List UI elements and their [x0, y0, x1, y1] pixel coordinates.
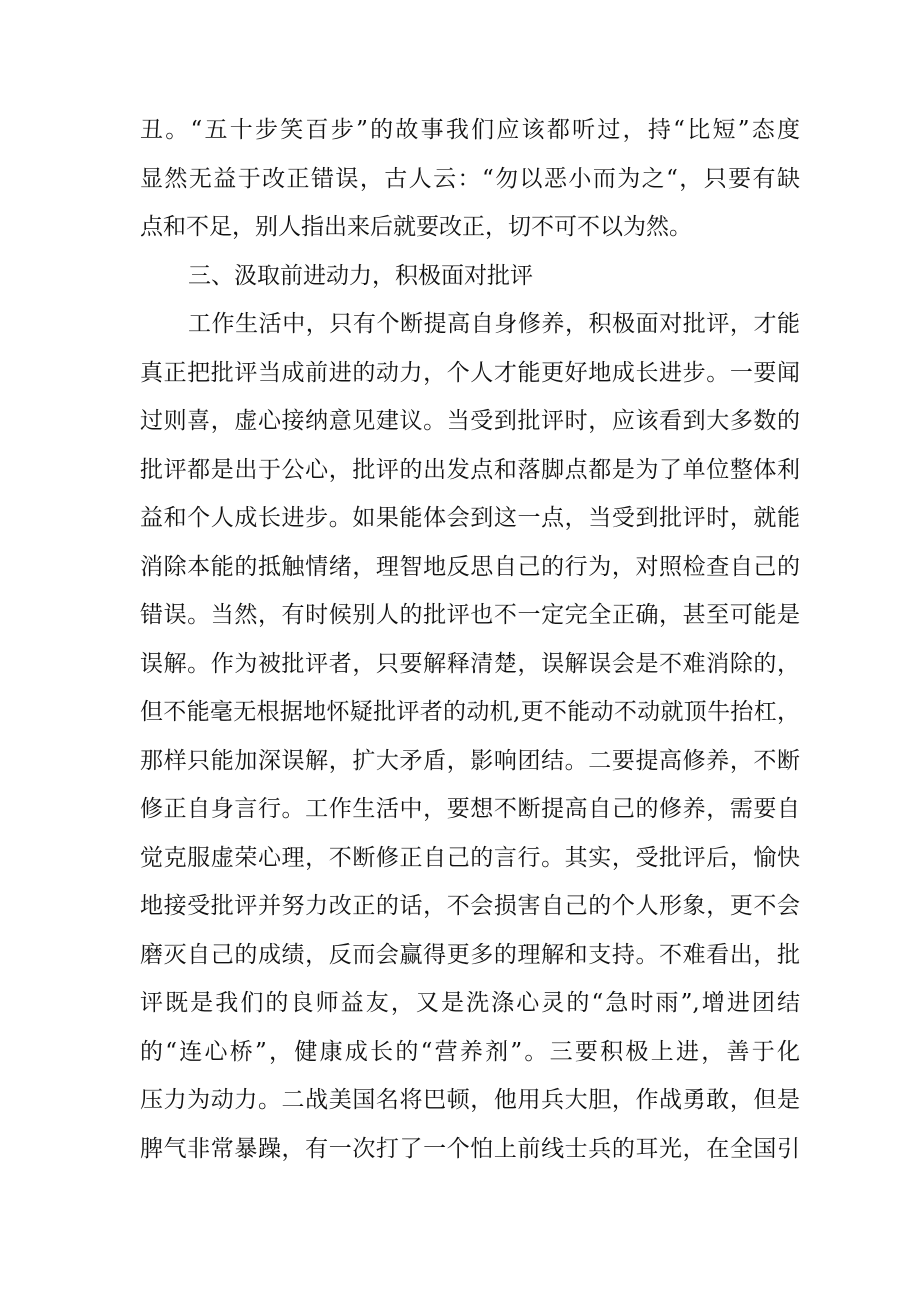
text-line: 地接受批评并努力改正的话，不会损害自己的个人形象，更不会 — [140, 893, 800, 919]
text-line: 误解。作为被批评者，只要解释清楚，误解误会是不难消除的， — [140, 650, 800, 677]
text-line: 错误。当然，有时候别人的批评也不一定完全正确，甚至可能是 — [140, 602, 800, 628]
text-line: 工作生活中，只有个断提高自身修养，积极面对批评，才能 — [188, 311, 800, 337]
text-line: 显然无益于改正错误，古人云：“勿以恶小而为之“，只要有缺 — [140, 165, 800, 192]
text-line: 但不能毫无根据地怀疑批评者的动机,更不能动不动就顶牛抬杠， — [140, 699, 800, 725]
text-line: 磨灭自己的成绩，反而会赢得更多的理解和支持。不难看出，批 — [140, 941, 800, 968]
text-line: 压力为动力。二战美国名将巴顿，他用兵大胆，作战勇敢，但是 — [140, 1087, 800, 1113]
section-heading: 三、汲取前进动力，积极面对批评 — [188, 262, 533, 289]
text-line: 的“连心桥”，健康成长的“营养剂”。三要积极上进，善于化 — [140, 1038, 800, 1065]
text-line: 批评都是出于公心，批评的出发点和落脚点都是为了单位整体利 — [140, 456, 800, 483]
text-line: 修正自身言行。工作生活中，要想不断提高自己的修养，需要自 — [140, 796, 800, 822]
text-line: 益和个人成长进步。如果能体会到这一点，当受到批评时，就能 — [140, 505, 800, 531]
text-line: 觉克服虚荣心理，不断修正自己的言行。其实，受批评后，愉快 — [140, 844, 800, 871]
text-line: 评既是我们的良师益友，又是洗涤心灵的“急时雨”,增进团结 — [140, 990, 800, 1016]
text-line: 那样只能加深误解，扩大矛盾，影响团结。二要提高修养，不断 — [140, 747, 800, 774]
body-text — [140, 106, 800, 1173]
text-line: 脾气非常暴躁，有一次打了一个怕上前线士兵的耳光，在全国引 — [140, 1135, 800, 1162]
text-line: 丑。“五十步笑百步”的故事我们应该都听过，持“比短”态度 — [140, 117, 800, 143]
text-line: 真正把批评当成前进的动力，个人才能更好地成长进步。一要闻 — [140, 359, 800, 386]
text-line: 过则喜，虚心接纳意见建议。当受到批评时，应该看到大多数的 — [140, 408, 800, 434]
text-line: 消除本能的抵触情绪，理智地反思自己的行为，对照检查自己的 — [140, 553, 800, 580]
text-line: 点和不足，别人指出来后就要改正，切不可不以为然。 — [140, 214, 692, 240]
